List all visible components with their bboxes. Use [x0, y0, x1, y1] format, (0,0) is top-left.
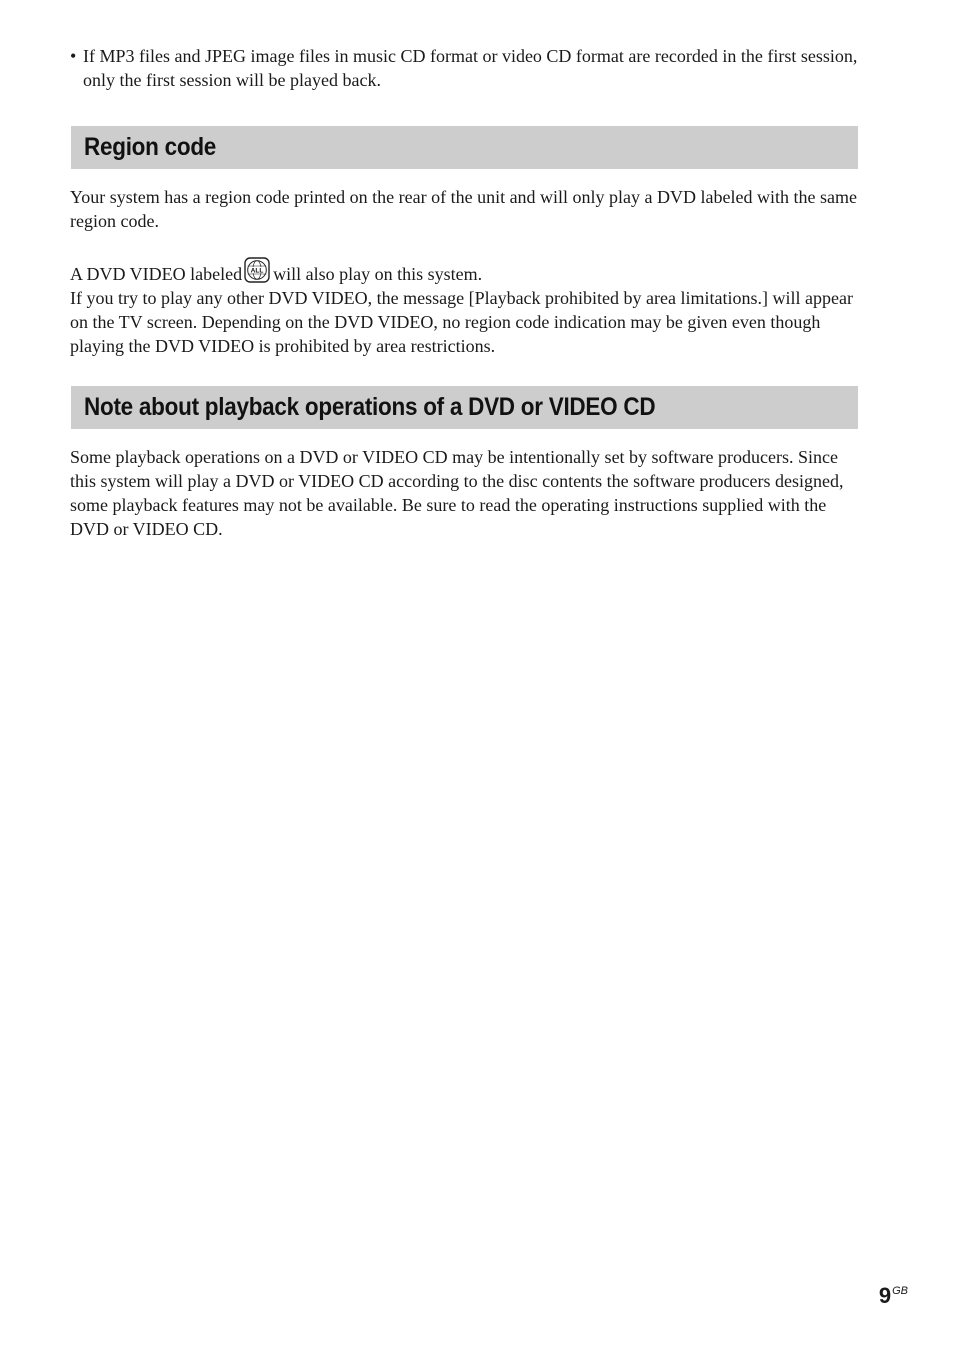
playback-note-paragraph: Some playback operations on a DVD or VIDEO CD may be intentionally set by software producers. Since this system will play a DVD or VIDEO CD according to the disc contents the software producers designed, some playback features may not be available. Be sure to read the operating instructions supplied with the DVD or VIDEO CD. [70, 447, 844, 539]
page-number-value: 9 [878, 1283, 892, 1308]
region-all-text-before: A DVD VIDEO labeled [70, 264, 243, 284]
playback-note-heading: Note about playback operations of a DVD or VIDEO CD [84, 393, 656, 421]
region-all-icon [244, 257, 270, 283]
bullet-text: If MP3 files and JPEG image files in music CD format or video CD format are recorded in the first session, only the first session will be played back. [83, 46, 858, 90]
bullet-mark: • [70, 46, 77, 66]
bullet-item [70, 44, 870, 92]
intro-bullet [70, 44, 870, 92]
region-all-text-after: will also play on this system. [273, 264, 483, 284]
region-all-paragraph [70, 257, 860, 358]
region-code-heading: Region code [84, 133, 217, 161]
page-number-suffix: GB [892, 1285, 908, 1297]
playback-note-section-bar [71, 386, 858, 429]
region-prohibited-text: If you try to play any other DVD VIDEO, the message [Playback prohibited by area limitations.] will appear on the TV screen. Depending on the DVD VIDEO, no region code indication may be given even though playing the DVD VIDEO is prohibited by area restrictions. [70, 288, 853, 356]
region-all-icon-label: ALL [250, 267, 264, 275]
region-code-section-bar [71, 126, 858, 169]
page-number [879, 1283, 908, 1309]
region-code-paragraph: Your system has a region code printed on the rear of the unit and will only play a DVD labeled with the same region code. [70, 187, 857, 231]
